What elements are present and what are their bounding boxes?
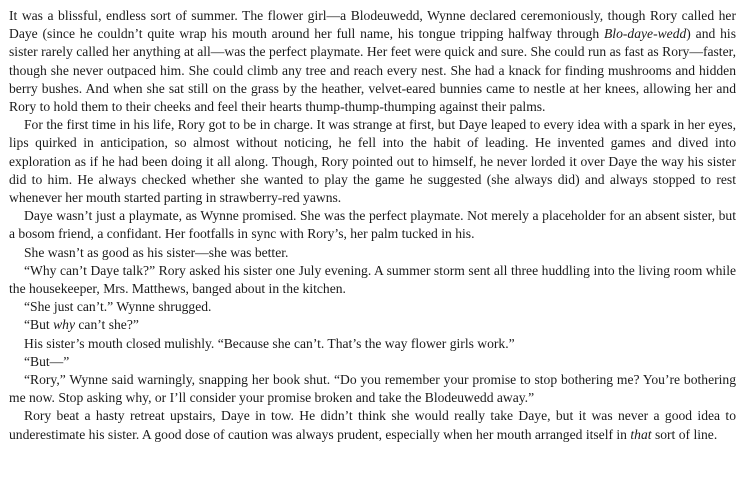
- text-run: ) and his sister rarely called her anything at all—was the perfect playmate. Her feet were quick and sure. She could run as fast as Rory—faster, though she never outpaced him. She could climb any tree and reach every nest. She had a knack for finding mushrooms and hidden berry bushes. And when she sat still on the grass by the heather, velvet-eared bunnies came to nestle at her knees, allowing her and Rory to hold them to their cheeks and feel their hearts thump-thump-thumping against their palms.: [9, 26, 736, 115]
- text-run: can’t she?”: [74, 317, 139, 333]
- text-run: sort of line.: [651, 426, 718, 442]
- paragraph-2: [9, 116, 736, 207]
- emphasis-word: that: [630, 426, 652, 442]
- text-run: “But—”: [24, 353, 70, 369]
- text-run: Rory beat a hasty retreat upstairs, Daye in tow. He didn’t think she would really take Daye, but it was never a good idea to underestimate his sister. A good dose of caution was always prudent, especially when her mouth arranged itself in: [9, 408, 736, 442]
- paragraph-11: [9, 407, 736, 443]
- paragraph-10: [9, 371, 736, 407]
- paragraph-9: [9, 353, 736, 371]
- paragraph-5: [9, 262, 736, 298]
- emphasis-word: why: [53, 317, 75, 333]
- paragraph-4: [9, 244, 736, 262]
- text-run: It was a blissful, endless sort of summer. The flower girl—a Blodeuwedd, Wynne declared ceremoniously, though Rory called her Daye (since he couldn’t quite wrap his mouth around her full name, his tongue tripping halfway through: [9, 8, 736, 42]
- paragraph-6: [9, 298, 736, 316]
- text-run: “But: [24, 317, 54, 333]
- text-run: She wasn’t as good as his sister—she was better.: [24, 244, 289, 260]
- text-run: His sister’s mouth closed mulishly. “Because she can’t. That’s the way flower girls work.”: [24, 335, 515, 351]
- text-run: “Rory,” Wynne said warningly, snapping her book shut. “Do you remember your promise to stop bothering me? You’re bothering me now. Stop asking why, or I’ll consider your promise broken and take the Blodeuwedd away.”: [9, 372, 736, 406]
- paragraph-7: [9, 316, 736, 334]
- text-run: “Why can’t Daye talk?” Rory asked his sister one July evening. A summer storm sent all three huddling into the living room while the housekeeper, Mrs. Matthews, banged about in the kitchen.: [9, 262, 736, 297]
- paragraph-1: [9, 7, 736, 116]
- text-run: “She just can’t.” Wynne shrugged.: [24, 299, 212, 315]
- text-run: Daye wasn’t just a playmate, as Wynne promised. She was the perfect playmate. Not merely a placeholder for an absent sister, but a bosom friend, a confidant. Her footfalls in sync with Rory’s, her palm tucked in his.: [9, 208, 736, 242]
- text-run: For the first time in his life, Rory got to be in charge. It was strange at first, but Daye leaped to every idea with a spark in her eyes, lips quirked in anticipation, so almost without noticing, he fell into the habit of leading. He invented games and dived into exploration as if he had been doing it all along. Though, Rory pointed out to himself, he never lorded it over Daye the way his sister did to him. He always checked whether she wanted to play the game he suggested (she always did) and always stopped to rest whenever her mouth started parting in strawberry-red yawns.: [9, 117, 736, 206]
- paragraph-8: [9, 335, 736, 353]
- emphasis-name: Blo-daye-wedd: [604, 26, 687, 42]
- paragraph-3: [9, 207, 736, 243]
